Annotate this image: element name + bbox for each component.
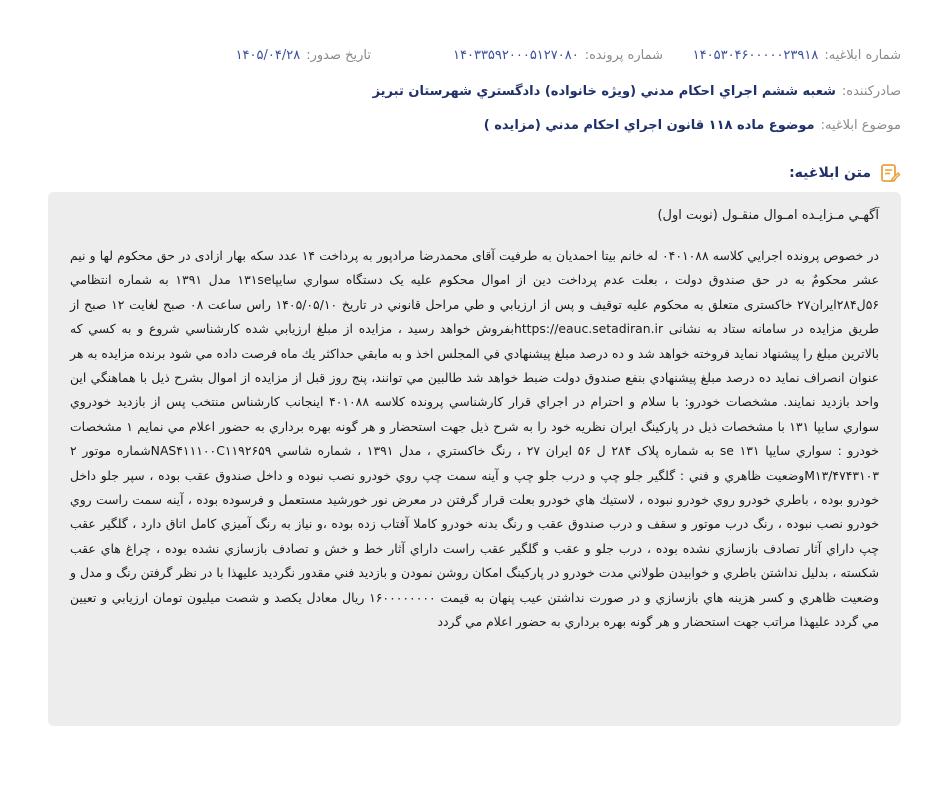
notice-text-header	[789, 160, 901, 186]
notice-text-title: متن ابلاغیه:	[789, 165, 871, 181]
issue-date-value: ۱۴۰۵/۰۴/۲۸	[235, 47, 301, 63]
case-number-label: شماره پرونده:	[584, 47, 663, 63]
issuer-label: صادرکننده:	[841, 83, 901, 99]
issue-date-label: تاریخ صدور:	[306, 47, 371, 63]
notice-body: در خصوص پرونده اجرايي کلاسه ۰۴۰۱۰۸۸ له خانم بيتا احمديان به طرفيت آقاى محمدرضا مرادپور به پرداخت ۱۴ عدد سکه بهار ازادى در حق محکوم لها و نيم عشر محکومٌ به در حق صندوق دولت ، بعلت عدم پرداخت دين از اموال محکوم عليه يک دستگاه سواري سايپا۱۳۱se مدل ۱۳۹۱ به شماره انتظامي ۵۶ل۲۸۴ايران۲۷ خاکسترى متعلق به محکوم عليه توقيف و پس از ارزيابي و طي مراحل قانوني در تاريخ ۱۴۰۵/۰۵/۱۰ راس ساعت ۰۸ صبح لغايت ۱۲ صبح از طريق مزايده در سامانه ستاد به نشانی https://eauc.setadiran.irبفروش خواهد رسيد ، مزايده از مبلغ ارزيابي شده کارشناسي شروع و به کسي که بالاترين مبلغ را پيشنهاد نمايد فروخته خواهد شد و ده درصد مبلغ پيشنهادي في المجلس اخذ و به مابقي حداکثر يك ماه فرصت داده مي شود برنده مزايده به هر عنوان انصراف نمايد ده درصد مبلغ پيشنهادي بنفع صندوق دولت ضبط خواهد شد طالبين مي توانند، پنج روز قبل از مزايده از اموال بشرح ذيل با هماهنگي اين واحد بازديد نمايند. مشخصات خودرو: با سلام و احترام در اجراي قرار کارشناسي پرونده کلاسه ۴۰۱۰۸۸ اينجانب کارشناس منتخب پس از بازديد خودروي سواري سايپا ۱۳۱ با مشخصات ذيل در پارکينگ ايران نظريه خود را به شرح ذيل جهت استحضار و هر گونه بهره برداري به حضور اعلام مي نمايم ۱ مشخصات خودرو : سواري سايپا ۱۳۱ se به شماره پلاک ۲۸۴ ل ۵۶ ايران ۲۷ ، رنگ خاکستري ، مدل ۱۳۹۱ ، شماره شاسي NAS۴۱۱۱۰۰C۱۱۹۲۶۵۹شماره موتور ۲ M۱۳/۴۷۴۳۱۰۳وضعيت ظاهري و فني : گلگير جلو چپ و درب جلو چپ و آينه سمت چپ روي خودرو نصب نبوده و داخل صندوق عقب بوده ، سپر جلو داخل خودرو بوده ، باطري خودرو روي خودرو نبوده ، لاستيك هاي خودرو بعلت قرار گرفتن در معرض نور خورشيد مستعمل و فرسوده بوده ، آينه سمت راست روي خودرو نصب نبوده ، رنگ درب موتور و سقف و درب صندوق عقب و رنگ بدنه خودرو کاملا آفتاب زده بوده ،و نياز به رنگ آميزي کامل اتاق دارد ، گلگير عقب چپ داراي آثار تصادف بازسازي نشده بوده ، درب جلو و عقب و گلگير عقب راست داراي آثار خط و خش و تصادف بازسازي نشده بوده ، چراغ هاي عقب شکسته ، بدليل نداشتن باطري و خوابيدن طولاني مدت خودرو در پارکينگ امکان روشن نمودن و بازديد فني مقدور نگرديد عليهذا با در نظر گرفتن رنگ و مدل و وضعيت ظاهري و کسر هزينه هاي بازسازي و در صورت نداشتن عيب پنهان به قيمت ۱۶۰۰۰۰۰۰۰۰ ريال معادل يکصد و شصت ميليون تومان ارزيابي و تعيين مي گردد عليهذا مراتب جهت استحضار و هر گونه بهره برداري به حضور اعلام مي گردد	[70, 248, 880, 630]
notice-content-box	[48, 192, 901, 726]
subject-label: موضوع ابلاغیه:	[820, 117, 901, 133]
notification-number-label: شماره ابلاغیه:	[824, 47, 901, 63]
notice-heading: آگهـي مـزايـده امـوال منقـول (نوبت اول)	[657, 208, 879, 223]
issue-date	[236, 48, 371, 63]
issuer-line	[30, 79, 901, 103]
subject-value: موضوع ماده ۱۱۸ قانون اجراي احکام مدني (مزايده )	[483, 117, 815, 133]
case-number-value: ۱۴۰۳۳۵۹۲۰۰۰۵۱۲۷۰۸۰	[453, 47, 579, 63]
notice-meta-row	[30, 43, 901, 67]
document-edit-icon	[879, 162, 901, 184]
subject-line	[30, 113, 901, 137]
case-number	[371, 48, 663, 63]
issuer-value: شعبه ششم اجراي احکام مدني (ويژه خانواده) دادگستري شهرستان تبريز	[372, 83, 836, 99]
notification-number	[663, 48, 901, 63]
notification-number-value: ۱۴۰۵۳۰۴۶۰۰۰۰۰۲۳۹۱۸	[692, 47, 819, 63]
